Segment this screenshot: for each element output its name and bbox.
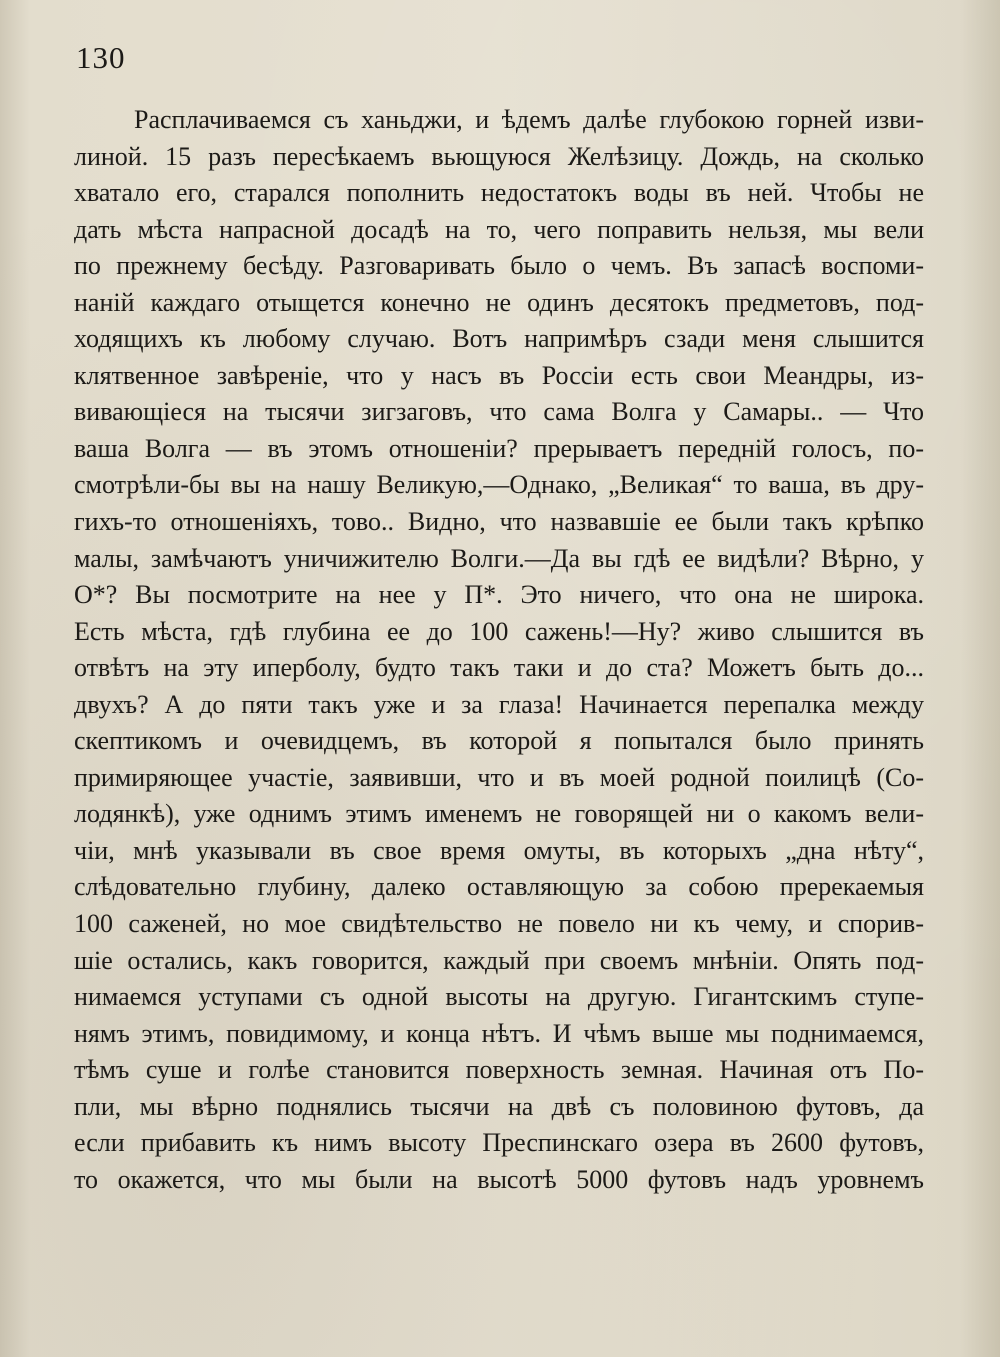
text-line: тѣмъ суше и голѣе становится поверхность земная. Начиная отъ По-: [74, 1055, 924, 1085]
text-line: дать мѣста напрасной досадѣ на то, чего поправить нельзя, мы вели: [74, 214, 924, 244]
text-line: 100 саженей, но мое свидѣтельство не повело ни къ чему, и спорив-: [74, 909, 924, 939]
text-line: двухъ? А до пяти такъ уже и за глаза! Начинается перепалка между: [74, 689, 924, 719]
text-line: нимаемся уступами съ одной высоты на другую. Гигантскимъ ступе-: [74, 982, 924, 1012]
text-line: чіи, мнѣ указывали въ свое время омуты, въ которыхъ „дна нѣту“,: [74, 835, 924, 865]
text-line: линой. 15 разъ пересѣкаемъ вьющуюся Желѣзицу. Дождь, на сколько: [74, 141, 924, 171]
text-line: лодянкѣ), уже однимъ этимъ именемъ не говорящей ни о какомъ вели-: [74, 799, 924, 829]
text-line: пли, мы вѣрно поднялись тысячи на двѣ съ половиною футовъ, да: [74, 1091, 924, 1121]
text-line: Расплачиваемся съ ханьджи, и ѣдемъ далѣе глубокою горней изви-: [134, 105, 924, 134]
text-line: скептикомъ и очевидцемъ, въ которой я попытался было принять: [74, 726, 924, 756]
text-line: гихъ-то отношеніяхъ, тово.. Видно, что назвавшіе ее были такъ крѣпко: [74, 507, 924, 537]
text-line: слѣдовательно глубину, далеко оставляющую за собою пререкаемыя: [74, 872, 924, 902]
text-line: вивающіеся на тысячи зигзаговъ, что сама Волга у Самары.. — Что: [74, 397, 924, 427]
text-line: ходящихъ къ любому случаю. Вотъ напримѣръ сзади меня слышится: [74, 324, 924, 354]
text-line: если прибавить къ нимъ высоту Преспинскаго озера въ 2600 футовъ,: [74, 1128, 924, 1158]
text-line: шіе остались, какъ говорится, каждый при своемъ мнѣніи. Опять под-: [74, 945, 924, 975]
text-line: наній каждаго отыщется конечно не одинъ десятокъ предметовъ, под-: [74, 287, 924, 317]
text-line: ваша Волга — въ этомъ отношеніи? прерываетъ передній голосъ, по-: [74, 433, 924, 463]
text-line: О*? Вы посмотрите на нее у П*. Это ничего, что она не широка.: [74, 580, 924, 610]
text-line: примиряющее участіе, заявивши, что и въ моей родной поилицѣ (Со-: [74, 762, 924, 792]
body-text: [74, 102, 924, 1198]
text-line: по прежнему бесѣду. Разговаривать было о чемъ. Въ запасѣ воспоми-: [74, 251, 924, 281]
text-line: малы, замѣчаютъ уничижителю Волги.—Да вы гдѣ ее видѣли? Вѣрно, у: [74, 543, 924, 573]
text-line: клятвенное завѣреніе, что у насъ въ Россіи есть свои Меандры, из-: [74, 360, 924, 390]
text-line: хватало его, старался пополнить недостатокъ воды въ ней. Чтобы не: [74, 178, 924, 208]
text-line: то окажется, что мы были на высотѣ 5000 футовъ надъ уровнемъ: [74, 1164, 924, 1194]
text-line: нямъ этимъ, повидимому, и конца нѣтъ. И чѣмъ выше мы поднимаемся,: [74, 1018, 924, 1048]
text-line: смотрѣли-бы вы на нашу Великую,—Однако, „Великая“ то ваша, въ дру-: [74, 470, 924, 500]
text-line: отвѣтъ на эту иперболу, будто такъ таки и до ста? Можетъ быть до...: [74, 653, 924, 683]
page-number: 130: [76, 40, 126, 75]
text-line: Есть мѣста, гдѣ глубина ее до 100 сажень!—Ну? живо слышится въ: [74, 616, 924, 646]
